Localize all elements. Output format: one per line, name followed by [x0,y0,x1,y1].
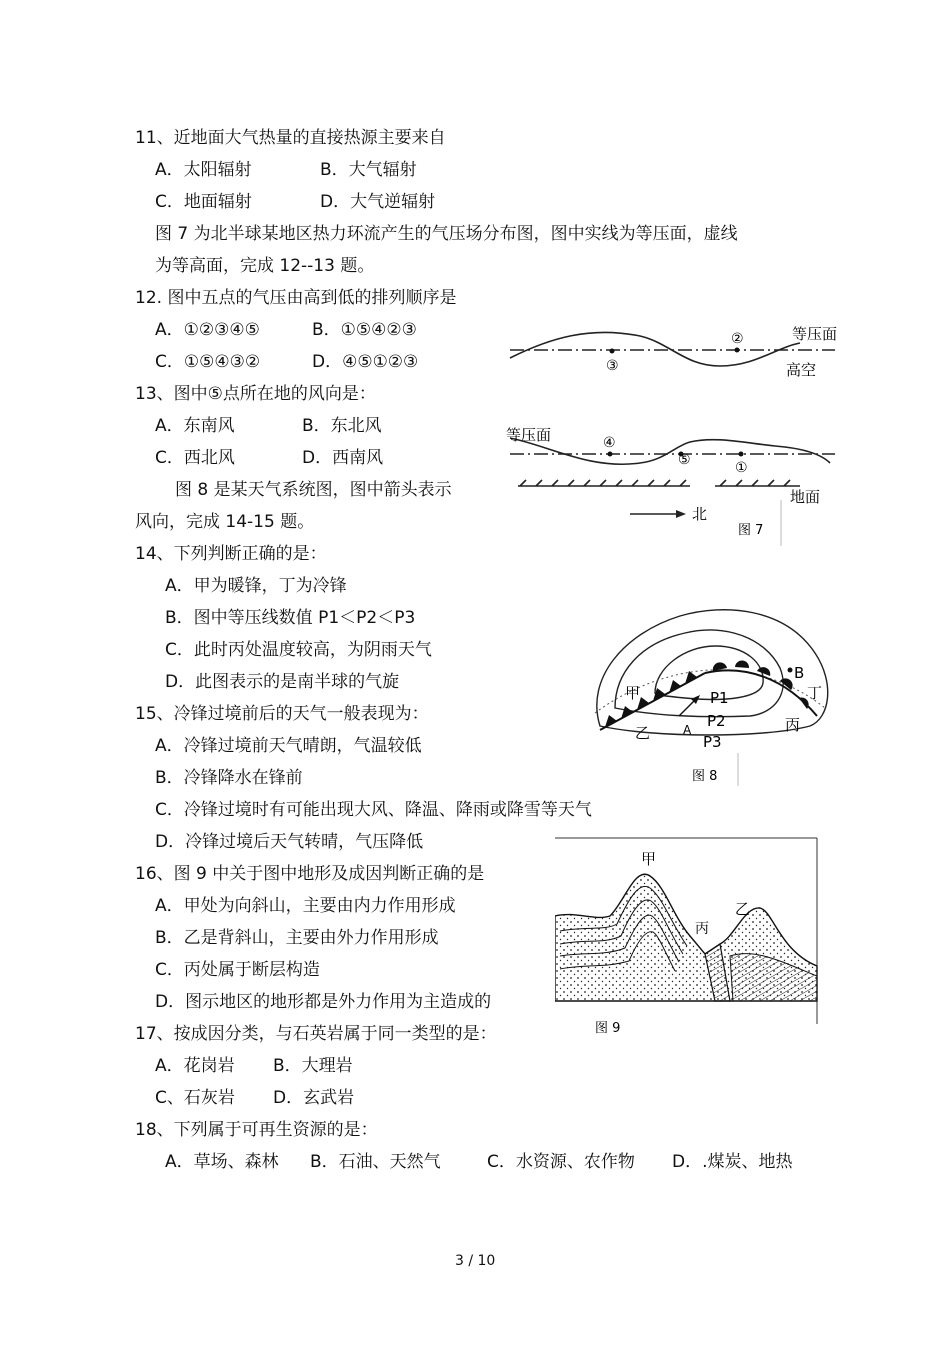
q11-option-c: C．地面辐射 [155,192,252,212]
point-1-label: ① [735,460,748,476]
cold-front-triangles [605,671,697,727]
q14-option-a: A．甲为暖锋，丁为冷锋 [165,576,347,596]
q14-option-c: C．此时丙处温度较高，为阴雨天气 [165,640,432,660]
lower-isobar-label: 等压面 [506,426,552,444]
q11-option-a: A．太阳辐射 [155,160,252,180]
q16-option-c: C．丙处属于断层构造 [155,960,320,980]
q17-stem: 17、按成因分类，与石英岩属于同一类型的是： [135,1024,497,1044]
ground-label: 地面 [790,488,821,506]
q17-option-b: B．大理岩 [273,1056,353,1076]
point-5-label: ⑤ [678,452,691,468]
upper-altitude-label: 高空 [786,361,817,379]
q12-option-c: C．①⑤④③② [155,352,261,372]
q17-option-d: D．玄武岩 [273,1088,355,1108]
label-bing: 丙 [785,716,801,734]
point-2-dot [735,348,740,353]
q18-stem: 18、下列属于可再生资源的是： [135,1120,378,1140]
q18-option-b: B．石油、天然气 [310,1152,441,1172]
q14-stem: 14、下列判断正确的是： [135,544,327,564]
north-arrow-head [676,510,686,518]
north-label: 北 [692,505,708,523]
label-a: A [683,723,692,737]
fig7-intro-line1: 图 7 为北半球某地区热力环流产生的气压场分布图，图中实线为等压面，虚线 [155,224,738,244]
q14-option-d: D．此图表示的是南半球的气旋 [165,672,400,692]
page-number: 3 / 10 [455,1253,496,1269]
label-jia: 甲 [641,850,657,868]
q16-option-b: B．乙是背斜山，主要由外力作用形成 [155,928,439,948]
q13-option-a: A．东南风 [155,416,235,436]
label-bing: 丙 [695,921,709,937]
fig8-caption: 图 8 [692,769,718,784]
point-b-dot [788,668,793,673]
label-p3: P3 [703,733,722,751]
q15-option-c: C．冷锋过境时有可能出现大风、降温、降雨或降雪等天气 [155,800,592,820]
label-ding: 丁 [807,684,823,702]
lower-isobar [510,438,830,464]
ground-line [518,480,800,486]
q17-option-c: C、石灰岩 [155,1088,235,1108]
q12-option-d: D．④⑤①②③ [312,352,419,372]
point-2-label: ② [731,331,744,347]
point-1-dot [739,452,744,457]
label-yi: 乙 [735,900,751,918]
q12-stem: 12. 图中五点的气压由高到低的排列顺序是 [135,288,457,308]
q11-stem: 11、近地面大气热量的直接热源主要来自 [135,128,446,148]
q15-option-b: B．冷锋降水在锋前 [155,768,303,788]
q12-option-b: B．①⑤④②③ [312,320,417,340]
q16-stem: 16、图 9 中关于图中地形及成因判断正确的是 [135,864,485,884]
figure-9 [555,836,825,1036]
fig9-caption: 图 9 [595,1021,621,1036]
q13-option-c: C．西北风 [155,448,235,468]
q16-option-a: A．甲处为向斜山，主要由内力作用形成 [155,896,456,916]
fig7-caption: 图 7 [738,523,764,538]
point-4-dot [608,452,613,457]
q18-option-a: A．草场、森林 [165,1152,279,1172]
q11-option-b: B．大气辐射 [320,160,417,180]
label-p1: P1 [710,689,729,707]
q13-option-b: B．东北风 [302,416,382,436]
label-p2: P2 [707,712,726,730]
fig8-intro-line2: 风向，完成 14-15 题。 [135,512,315,532]
upper-isobar-label: 等压面 [792,325,838,343]
figure-7 [500,318,850,548]
q12-option-a: A．①②③④⑤ [155,320,260,340]
q17-option-a: A．花岗岩 [155,1056,235,1076]
q13-stem: 13、图中⑤点所在地的风向是： [135,384,376,404]
point-3-label: ③ [606,358,619,374]
q15-stem: 15、冷锋过境前后的天气一般表现为： [135,704,429,724]
q15-option-d: D．冷锋过境后天气转晴，气压降低 [155,832,424,852]
figure-8 [585,598,835,788]
q14-option-b: B．图中等压线数值 P1＜P2＜P3 [165,608,416,628]
q18-option-c: C．水资源、农作物 [487,1152,635,1172]
fig8-intro-line1: 图 8 是某天气系统图，图中箭头表示 [175,480,452,500]
label-yi: 乙 [635,724,651,742]
q13-option-d: D．西南风 [302,448,384,468]
q15-option-a: A．冷锋过境前天气晴朗，气温较低 [155,736,422,756]
q18-option-d: D．.煤炭、地热 [672,1152,793,1172]
label-b: B [794,664,805,682]
q11-option-d: D．大气逆辐射 [320,192,436,212]
point-4-label: ④ [603,435,616,451]
q16-option-d: D．图示地区的地形都是外力作用为主造成的 [155,992,492,1012]
fig7-intro-line2: 为等高面，完成 12--13 题。 [155,256,375,276]
label-jia: 甲 [625,684,641,702]
point-3-dot [610,349,615,354]
